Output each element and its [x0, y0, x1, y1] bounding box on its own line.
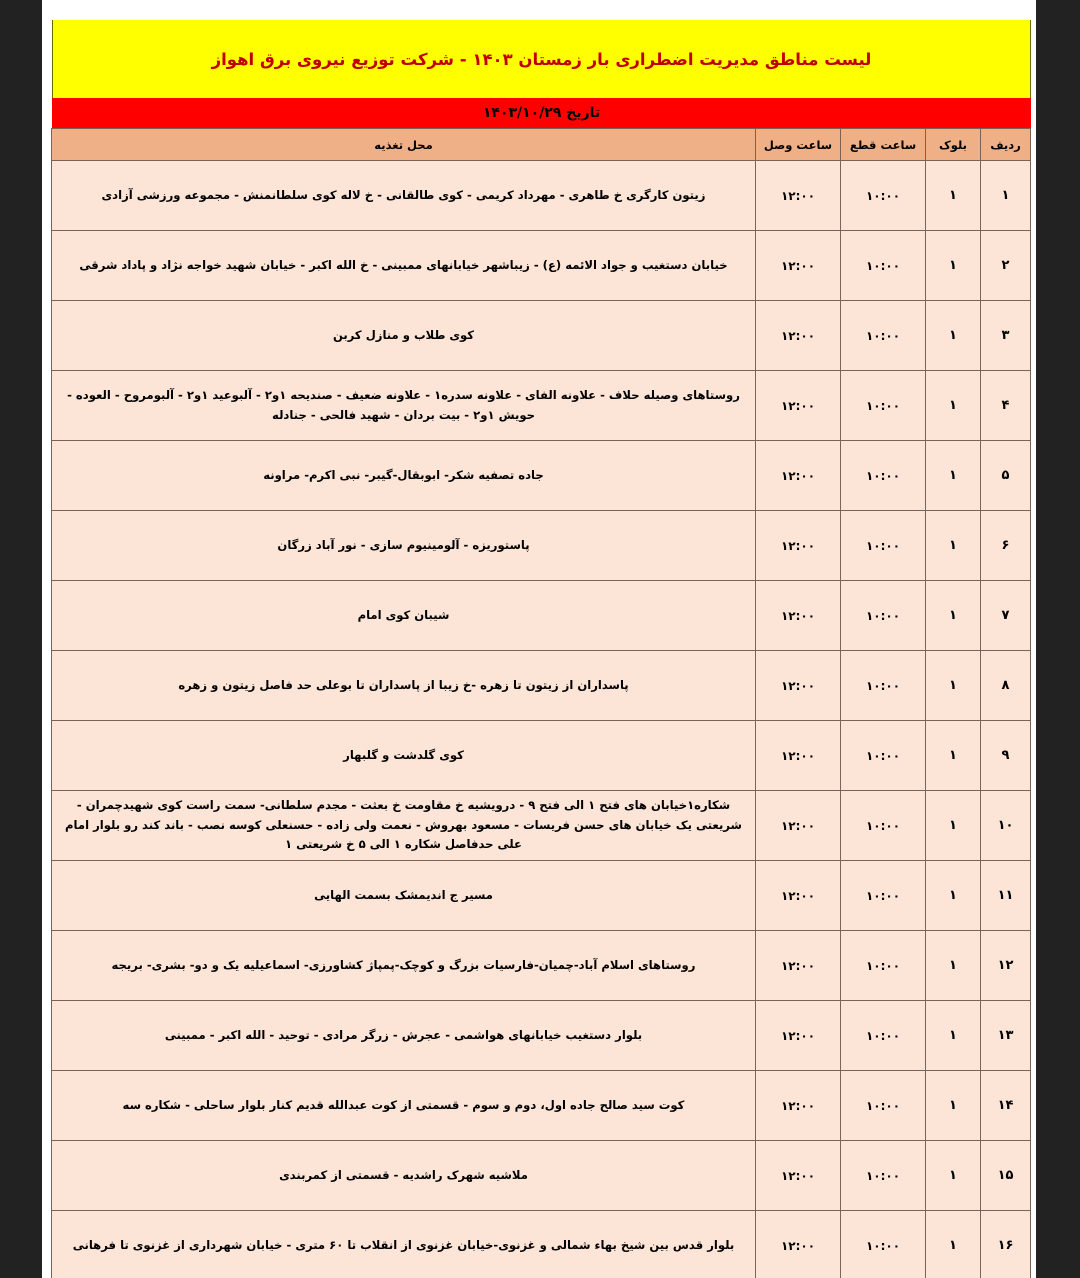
cell-radif: ۱۰ [981, 791, 1031, 861]
cell-location: روستاهای اسلام آباد-چمیان-فارسیات بزرگ و کوچک-پمپاژ کشاورزی- اسماعیلیه یک و دو- بشری- بریجه [52, 931, 756, 1001]
table-row [52, 721, 1031, 791]
cell-outage-time: ۱۰:۰۰ [841, 931, 926, 1001]
cell-outage-time: ۱۰:۰۰ [841, 651, 926, 721]
table-row [52, 931, 1031, 1001]
cell-radif: ۱۵ [981, 1141, 1031, 1211]
cell-location: پاسداران از زیتون تا زهره -خ زیبا از پاسداران تا بوعلی حد فاصل زیتون و زهره [52, 651, 756, 721]
cell-location: کوی گلدشت و گلبهار [52, 721, 756, 791]
table-row [52, 511, 1031, 581]
cell-radif: ۱۴ [981, 1071, 1031, 1141]
viewer-gutter-left [0, 0, 42, 1278]
cell-location: خیابان دستغیب و جواد الائمه (ع) - زیباشهر خیابانهای ممبینی - خ الله اکبر - خیابان شهید خواجه نژاد و پاداد شرقی [52, 231, 756, 301]
table-row [52, 581, 1031, 651]
cell-outage-time: ۱۰:۰۰ [841, 301, 926, 371]
cell-blok: ۱ [926, 161, 981, 231]
column-header-radif: ردیف [981, 129, 1031, 161]
cell-restore-time: ۱۲:۰۰ [756, 1071, 841, 1141]
cell-restore-time: ۱۲:۰۰ [756, 1141, 841, 1211]
cell-radif: ۷ [981, 581, 1031, 651]
cell-outage-time: ۱۰:۰۰ [841, 441, 926, 511]
cell-blok: ۱ [926, 371, 981, 441]
cell-location: شیبان کوی امام [52, 581, 756, 651]
cell-outage-time: ۱۰:۰۰ [841, 1211, 926, 1278]
cell-location: بلوار قدس بین شیخ بهاء شمالی و غزنوی-خیابان غزنوی از انقلاب تا ۶۰ متری - خیابان شهرداری از غزنوی تا فرهانی [52, 1211, 756, 1278]
cell-location: کوی طلاب و منازل کربن [52, 301, 756, 371]
table-row [52, 161, 1031, 231]
cell-blok: ۱ [926, 1141, 981, 1211]
cell-outage-time: ۱۰:۰۰ [841, 1071, 926, 1141]
cell-outage-time: ۱۰:۰۰ [841, 721, 926, 791]
cell-blok: ۱ [926, 301, 981, 371]
table-row [52, 441, 1031, 511]
cell-radif: ۵ [981, 441, 1031, 511]
table-row [52, 861, 1031, 931]
cell-restore-time: ۱۲:۰۰ [756, 861, 841, 931]
cell-outage-time: ۱۰:۰۰ [841, 791, 926, 861]
date-bar [52, 98, 1031, 128]
cell-outage-time: ۱۰:۰۰ [841, 1141, 926, 1211]
cell-outage-time: ۱۰:۰۰ [841, 231, 926, 301]
table-header [52, 129, 1031, 161]
cell-radif: ۲ [981, 231, 1031, 301]
cell-restore-time: ۱۲:۰۰ [756, 931, 841, 1001]
cell-blok: ۱ [926, 651, 981, 721]
table-row [52, 231, 1031, 301]
cell-radif: ۹ [981, 721, 1031, 791]
table-row [52, 1211, 1031, 1278]
cell-restore-time: ۱۲:۰۰ [756, 1211, 841, 1278]
cell-restore-time: ۱۲:۰۰ [756, 511, 841, 581]
cell-restore-time: ۱۲:۰۰ [756, 161, 841, 231]
cell-blok: ۱ [926, 721, 981, 791]
cell-radif: ۸ [981, 651, 1031, 721]
cell-blok: ۱ [926, 581, 981, 651]
cell-radif: ۱۳ [981, 1001, 1031, 1071]
cell-radif: ۱ [981, 161, 1031, 231]
table-row [52, 301, 1031, 371]
cell-restore-time: ۱۲:۰۰ [756, 651, 841, 721]
cell-blok: ۱ [926, 791, 981, 861]
cell-location: جاده تصفیه شکر- ابوبقال-گیبر- نبی اکرم- مراونه [52, 441, 756, 511]
cell-location: بلوار دستغیب خیابانهای هواشمی - عجرش - زرگر مرادی - توحید - الله اکبر - ممبینی [52, 1001, 756, 1071]
column-header-restore-time: ساعت وصل [756, 129, 841, 161]
cell-outage-time: ۱۰:۰۰ [841, 371, 926, 441]
cell-location: کوت سید صالح جاده اول، دوم و سوم - قسمتی از کوت عبدالله قدیم کنار بلوار ساحلی - شکاره سه [52, 1071, 756, 1141]
cell-location: زیتون کارگری خ طاهری - مهرداد کریمی - کوی طالقانی - خ لاله کوی سلطانمنش - مجموعه ورزشی آزادی [52, 161, 756, 231]
cell-radif: ۳ [981, 301, 1031, 371]
cell-radif: ۱۲ [981, 931, 1031, 1001]
cell-restore-time: ۱۲:۰۰ [756, 581, 841, 651]
table-row [52, 1071, 1031, 1141]
date-label: تاریخ ۱۴۰۳/۱۰/۲۹ [482, 105, 601, 121]
cell-restore-time: ۱۲:۰۰ [756, 371, 841, 441]
column-header-outage-time: ساعت قطع [841, 129, 926, 161]
table-header-row [52, 129, 1031, 161]
cell-restore-time: ۱۲:۰۰ [756, 441, 841, 511]
table-body [52, 161, 1031, 1278]
cell-radif: ۱۱ [981, 861, 1031, 931]
cell-radif: ۴ [981, 371, 1031, 441]
cell-radif: ۶ [981, 511, 1031, 581]
cell-location: ملاشیه شهرک راشدیه - قسمتی از کمربندی [52, 1141, 756, 1211]
column-header-location: محل تغذیه [52, 129, 756, 161]
cell-blok: ۱ [926, 1071, 981, 1141]
cell-radif: ۱۶ [981, 1211, 1031, 1278]
cell-location: پاستوریزه - آلومینیوم سازی - نور آباد زرگان [52, 511, 756, 581]
table-row [52, 651, 1031, 721]
table-row [52, 791, 1031, 861]
cell-blok: ۱ [926, 1001, 981, 1071]
cell-location: شکاره۱خیابان های فتح ۱ الی فتح ۹ - درویشیه خ مقاومت خ بعثت - مجدم سلطانی- سمت راست کوی شهیدچمران - شریعتی یک خیابان های حسن فریسات - مسعود بهروش - نعمت ولی زاده - حسنعلی کوسه نصب - باند کند رو بلوار امام علی حدفاصل شکاره ۱ الی ۵ خ شریعتی ۱ [52, 791, 756, 861]
cell-blok: ۱ [926, 441, 981, 511]
cell-outage-time: ۱۰:۰۰ [841, 861, 926, 931]
cell-outage-time: ۱۰:۰۰ [841, 1001, 926, 1071]
cell-outage-time: ۱۰:۰۰ [841, 511, 926, 581]
cell-restore-time: ۱۲:۰۰ [756, 791, 841, 861]
table-row [52, 371, 1031, 441]
cell-blok: ۱ [926, 861, 981, 931]
cell-outage-time: ۱۰:۰۰ [841, 581, 926, 651]
schedule-sheet [52, 20, 1031, 1278]
table-row [52, 1001, 1031, 1071]
cell-restore-time: ۱۲:۰۰ [756, 231, 841, 301]
cell-outage-time: ۱۰:۰۰ [841, 161, 926, 231]
viewer-gutter-right [1036, 0, 1080, 1278]
cell-location: روستاهای وصیله حلاف - علاونه الفای - علاونه سدره۱ - علاونه ضعیف - صندیحه ۱و۲ - آلبوعید ۱و۲ - آلبومروح - العوده - حویش ۱و۲ - بیت بردان - شهید فالحی - جنادله [52, 371, 756, 441]
cell-restore-time: ۱۲:۰۰ [756, 721, 841, 791]
outage-schedule-table [51, 128, 1031, 1278]
cell-restore-time: ۱۲:۰۰ [756, 1001, 841, 1071]
page-title: لیست مناطق مدیریت اضطراری بار زمستان ۱۴۰۳ - شرکت توزیع نیروی برق اهواز [211, 49, 872, 69]
table-row [52, 1141, 1031, 1211]
title-banner [52, 20, 1031, 98]
cell-blok: ۱ [926, 231, 981, 301]
cell-location: مسیر ج اندیمشک بسمت الهایی [52, 861, 756, 931]
cell-blok: ۱ [926, 511, 981, 581]
cell-restore-time: ۱۲:۰۰ [756, 301, 841, 371]
column-header-blok: بلوک [926, 129, 981, 161]
cell-blok: ۱ [926, 931, 981, 1001]
cell-blok: ۱ [926, 1211, 981, 1278]
